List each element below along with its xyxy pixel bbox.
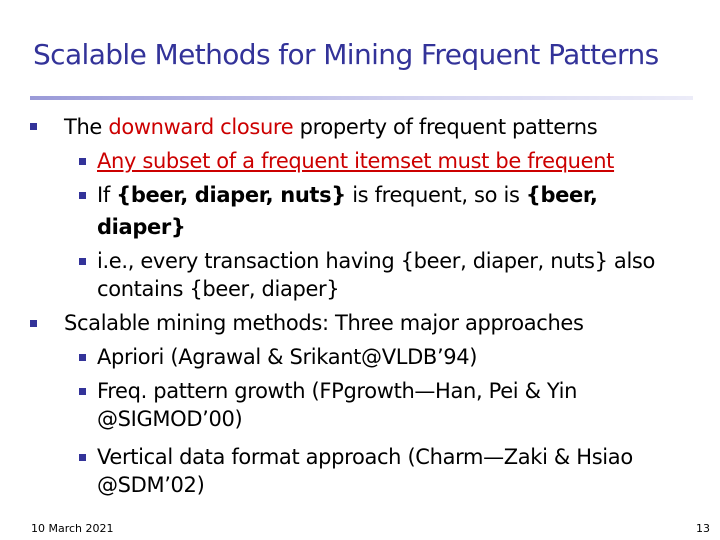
highlight-downward-closure: downward closure — [108, 115, 294, 139]
bullet-square-icon — [30, 123, 37, 130]
bullet-square-icon — [79, 454, 86, 461]
bullet-square-icon — [79, 192, 86, 199]
sub-bullet-fpgrowth: Freq. pattern growth (FPgrowth—Han, Pei & Yin — [97, 379, 578, 403]
sub-bullet-ie-transaction: i.e., every transaction having {beer, diaper, nuts} also — [97, 249, 656, 273]
sub-bullet-vertical-format: Vertical data format approach (Charm—Zaki & Hsiao — [97, 445, 633, 469]
slide-title: Scalable Methods for Mining Frequent Patterns — [33, 38, 659, 71]
bullet-square-icon — [30, 320, 37, 327]
sub-bullet-fpgrowth-cont: @SIGMOD’00) — [97, 407, 243, 431]
bullet-square-icon — [79, 354, 86, 361]
sub-bullet-beer-diaper-nuts: If {beer, diaper, nuts} is frequent, so is {beer, — [97, 183, 598, 207]
bullet-square-icon — [79, 258, 86, 265]
bullet-downward-closure: The downward closure property of frequent patterns — [64, 115, 598, 139]
sub-bullet-any-subset: Any subset of a frequent itemset must be frequent — [97, 149, 615, 173]
sub-bullet-ie-transaction-cont: contains {beer, diaper} — [97, 277, 340, 301]
footer-date: 10 March 2021 — [31, 522, 114, 535]
title-divider — [30, 96, 693, 100]
sub-bullet-apriori: Apriori (Agrawal & Srikant@VLDB’94) — [97, 345, 478, 369]
bullet-square-icon — [79, 158, 86, 165]
sub-bullet-vertical-format-cont: @SDM’02) — [97, 473, 205, 497]
bullet-square-icon — [79, 388, 86, 395]
page-number: 13 — [696, 522, 710, 535]
bullet-scalable-methods: Scalable mining methods: Three major approaches — [64, 311, 584, 335]
sub-bullet-beer-diaper-cont: diaper} — [97, 215, 186, 239]
